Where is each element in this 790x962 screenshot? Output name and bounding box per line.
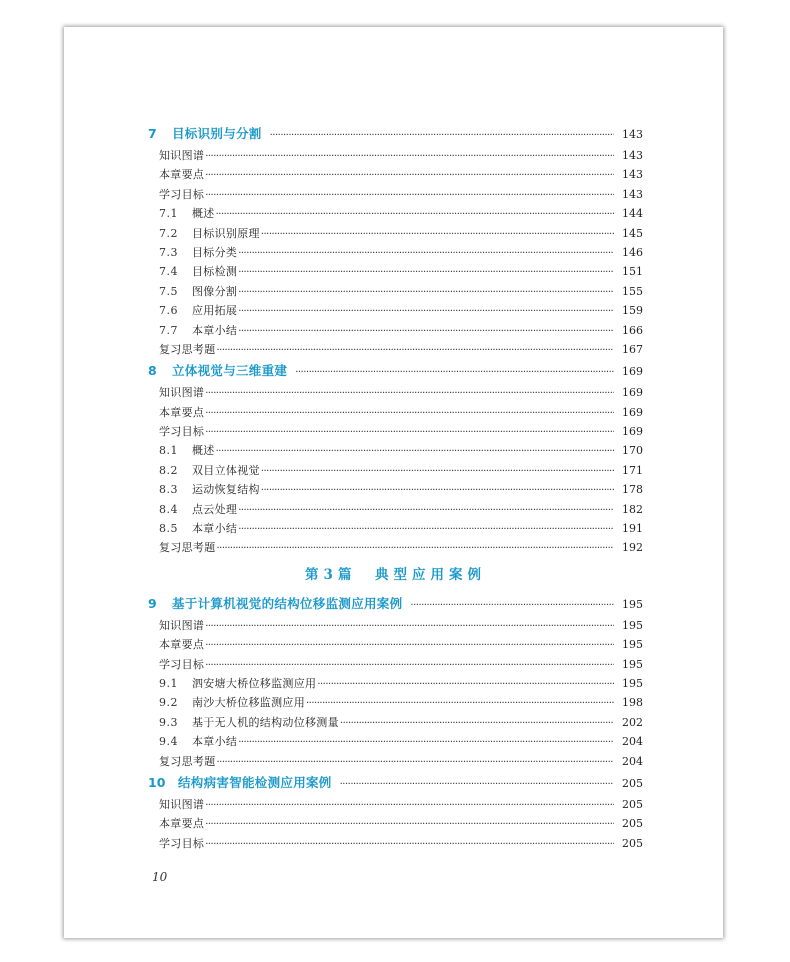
chapter-page: 205 <box>622 776 643 790</box>
entry-page: 170 <box>622 444 643 458</box>
chapter-title: 基于计算机视觉的结构位移监测应用案例 <box>172 595 403 611</box>
chapter-title: 目标识别与分割 <box>172 126 262 141</box>
dot-leader <box>217 341 615 360</box>
entry-title: 学习目标 <box>159 425 205 439</box>
entry-title: 复习思考题 <box>159 541 216 555</box>
toc-entry[interactable] <box>159 655 643 674</box>
entry-title: 本章要点 <box>159 405 205 419</box>
entry-number: 7.2 <box>159 226 178 240</box>
entry-page: 143 <box>622 149 643 162</box>
entry-number: 8.2 <box>159 463 178 477</box>
entry-title: 知识图谱 <box>159 797 205 811</box>
entry-number: 8.1 <box>159 444 178 458</box>
entry-number: 9.4 <box>159 735 178 749</box>
entry-page: 146 <box>622 245 643 259</box>
chapter-page: 169 <box>622 365 643 379</box>
dot-leader <box>217 539 615 558</box>
toc-entry[interactable] <box>159 538 643 557</box>
dot-leader <box>205 404 614 423</box>
dot-leader <box>205 835 614 854</box>
toc-entry[interactable] <box>159 301 643 320</box>
entry-number: 7.3 <box>159 245 178 259</box>
toc-entry[interactable] <box>159 814 643 833</box>
table-of-contents <box>148 122 643 853</box>
dot-leader <box>261 225 614 244</box>
dot-leader <box>205 636 614 655</box>
entry-title: 本章小结 <box>192 323 238 337</box>
toc-entry[interactable] <box>159 500 643 519</box>
entry-number: 7.4 <box>159 265 178 279</box>
chapter-number: 8 <box>148 363 157 379</box>
entry-page: 151 <box>622 265 643 279</box>
entry-title: 学习目标 <box>159 187 205 201</box>
entry-page: 169 <box>622 425 643 439</box>
entry-page: 205 <box>622 797 643 811</box>
entry-title: 运动恢复结构 <box>192 483 260 497</box>
entry-page: 145 <box>622 226 643 240</box>
chapter-9-heading[interactable] <box>148 592 643 616</box>
entry-title: 本章小结 <box>192 522 238 536</box>
dot-leader <box>295 361 614 385</box>
entry-title: 本章要点 <box>159 638 205 652</box>
entry-title: 学习目标 <box>159 836 205 850</box>
toc-entry[interactable] <box>159 185 643 204</box>
toc-entry[interactable] <box>159 693 643 712</box>
entry-page: 204 <box>622 754 643 768</box>
entry-title: 点云处理 <box>192 502 238 516</box>
dot-leader <box>205 384 614 403</box>
dot-leader <box>205 166 614 185</box>
entry-page: 198 <box>622 696 643 710</box>
dot-leader <box>238 244 614 263</box>
entry-number: 9.1 <box>159 676 178 690</box>
toc-entry[interactable] <box>159 713 643 732</box>
chapter-number: 9 <box>148 595 157 611</box>
entry-title: 图像分割 <box>192 284 238 298</box>
entry-number: 7.5 <box>159 284 178 298</box>
chapter-number: 7 <box>148 126 157 141</box>
dot-leader <box>238 263 614 282</box>
chapter-title: 立体视觉与三维重建 <box>172 363 288 379</box>
entry-page: 205 <box>622 817 643 831</box>
dot-leader <box>216 442 614 461</box>
entry-number: 8.3 <box>159 483 178 497</box>
entry-page: 205 <box>622 836 643 850</box>
dot-leader <box>238 283 614 302</box>
toc-entry[interactable] <box>159 422 643 441</box>
toc-entry[interactable] <box>159 635 643 654</box>
entry-page: 195 <box>622 638 643 652</box>
entry-title: 复习思考题 <box>159 754 216 768</box>
entry-title: 双目立体视觉 <box>192 463 260 477</box>
toc-entry[interactable] <box>159 616 643 635</box>
toc-entry[interactable] <box>159 674 643 693</box>
toc-entry[interactable] <box>159 340 643 359</box>
toc-entry[interactable] <box>159 834 643 853</box>
dot-leader <box>261 481 614 500</box>
dot-leader <box>205 423 614 442</box>
chapter-10-heading[interactable] <box>148 771 643 795</box>
entry-number: 7.7 <box>159 323 178 337</box>
toc-entry[interactable] <box>159 224 643 243</box>
entry-title: 本章要点 <box>159 817 205 831</box>
chapter-8-heading[interactable] <box>148 359 643 383</box>
entry-title: 南沙大桥位移监测应用 <box>192 696 305 710</box>
entry-title: 基于无人机的结构动位移测量 <box>192 715 339 729</box>
entry-number: 7.6 <box>159 304 178 318</box>
dot-leader <box>205 617 614 636</box>
toc-entry[interactable] <box>159 795 643 814</box>
dot-leader <box>216 205 614 224</box>
dot-leader <box>205 796 614 815</box>
entry-page: 192 <box>622 541 643 555</box>
toc-entry[interactable] <box>159 146 643 165</box>
entry-title: 本章要点 <box>159 168 205 182</box>
chapter-title: 结构病害智能检测应用案例 <box>178 774 332 790</box>
toc-entry[interactable] <box>159 321 643 340</box>
entry-page: 167 <box>622 342 643 356</box>
part-heading: 第3篇 典型应用案例 <box>305 566 486 583</box>
dot-leader <box>306 694 614 713</box>
entry-page: 202 <box>622 715 643 729</box>
dot-leader <box>270 124 614 148</box>
entry-page: 155 <box>622 284 643 298</box>
toc-entry[interactable] <box>159 519 643 538</box>
entry-page: 195 <box>622 618 643 632</box>
entry-number: 7.1 <box>159 207 178 221</box>
toc-entry[interactable] <box>159 204 643 223</box>
toc-entry[interactable] <box>159 262 643 281</box>
dot-leader <box>217 753 615 772</box>
entry-title: 学习目标 <box>159 657 205 671</box>
entry-page: 143 <box>622 168 643 182</box>
chapter-page: 195 <box>622 597 643 611</box>
dot-leader <box>205 186 614 205</box>
toc-entry[interactable] <box>159 441 643 460</box>
dot-leader <box>238 733 614 752</box>
dot-leader <box>238 322 614 341</box>
entry-number: 8.5 <box>159 522 178 536</box>
dot-leader <box>261 462 614 481</box>
dot-leader <box>340 773 614 797</box>
chapter-page: 143 <box>622 128 643 141</box>
entry-title: 复习思考题 <box>159 342 216 356</box>
entry-title: 目标识别原理 <box>192 226 260 240</box>
toc-entry[interactable] <box>159 403 643 422</box>
entry-title: 知识图谱 <box>159 618 205 632</box>
chapter-7-heading[interactable] <box>148 122 643 146</box>
entry-title: 知识图谱 <box>159 386 205 400</box>
entry-title: 应用拓展 <box>192 304 238 318</box>
dot-leader <box>205 147 614 166</box>
entry-page: 171 <box>622 463 643 477</box>
dot-leader <box>238 501 614 520</box>
entry-page: 166 <box>622 323 643 337</box>
dot-leader <box>340 714 614 733</box>
dot-leader <box>205 656 614 675</box>
entry-page: 195 <box>622 676 643 690</box>
toc-entry[interactable] <box>159 480 643 499</box>
entry-title: 目标检测 <box>192 265 238 279</box>
entry-title: 本章小结 <box>192 735 238 749</box>
toc-entry[interactable] <box>159 383 643 402</box>
entry-page: 169 <box>622 386 643 400</box>
dot-leader <box>410 594 614 618</box>
entry-title: 概述 <box>192 207 215 221</box>
dot-leader <box>238 520 614 539</box>
toc-entry[interactable] <box>159 243 643 262</box>
entry-title: 概述 <box>192 444 215 458</box>
entry-number: 9.3 <box>159 715 178 729</box>
entry-number: 9.2 <box>159 696 178 710</box>
entry-number: 8.4 <box>159 502 178 516</box>
entry-title: 知识图谱 <box>159 149 205 162</box>
dot-leader <box>317 675 614 694</box>
entry-page: 178 <box>622 483 643 497</box>
dot-leader <box>205 815 614 834</box>
toc-entry[interactable] <box>159 752 643 771</box>
page-number: 10 <box>152 870 168 884</box>
entry-page: 204 <box>622 735 643 749</box>
toc-entry[interactable] <box>159 282 643 301</box>
entry-page: 143 <box>622 187 643 201</box>
entry-title: 目标分类 <box>192 245 238 259</box>
toc-entry[interactable] <box>159 461 643 480</box>
entry-page: 182 <box>622 502 643 516</box>
chapter-number: 10 <box>148 774 166 790</box>
entry-title: 泗安塘大桥位移监测应用 <box>192 676 317 690</box>
entry-page: 191 <box>622 522 643 536</box>
entry-page: 169 <box>622 405 643 419</box>
entry-page: 144 <box>622 207 643 221</box>
entry-page: 159 <box>622 304 643 318</box>
toc-entry[interactable] <box>159 732 643 751</box>
entry-page: 195 <box>622 657 643 671</box>
dot-leader <box>238 302 614 321</box>
toc-entry[interactable] <box>159 165 643 184</box>
